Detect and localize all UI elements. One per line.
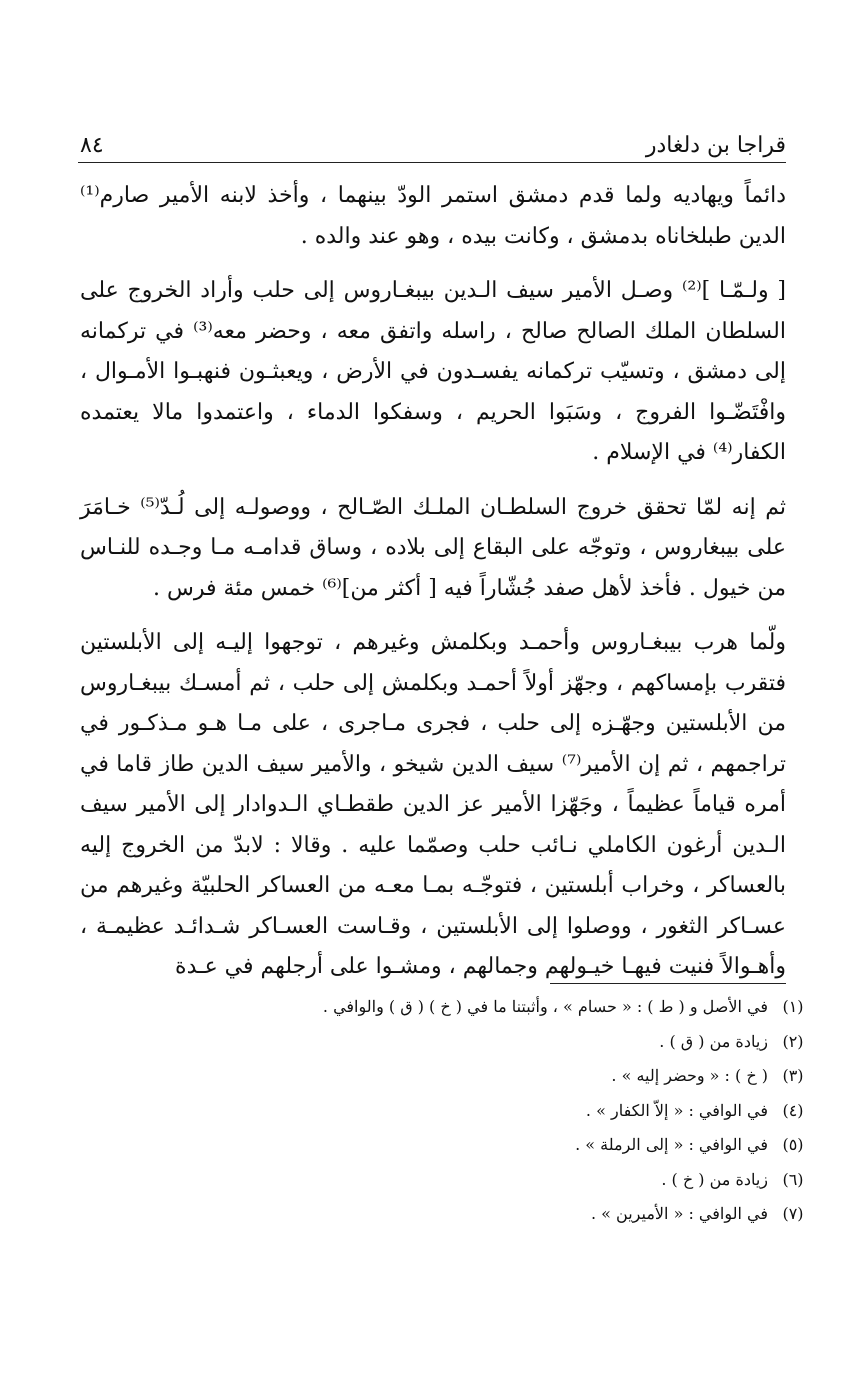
footnote — [80, 1128, 818, 1163]
footnote-text: ( خ ) : « وحضر إليه » . — [611, 1066, 768, 1085]
footnote-text: في الوافي : « إلاّ الكفار » . — [585, 1100, 768, 1120]
footnote-number: (١) — [782, 997, 804, 1016]
paragraph: ولّما هرب بيبغـاروس وأحمـد وبكلمش وغيرهم ، توجهوا إليـه إلى الأبلستين فتقرب بإمساكهم ، وجهّز أولاً أحمـد وبكلمش إلى حلب ، ثم أمسـك بيبغـاروس من الأبلستين وجهّـزه إلى حلب ، فجرى مـاجرى ، على مـا هـو مـذكـور في تراجمهم ، ثم إن الأمير⁽⁷⁾ سيف الدين شيخو ، والأمير سيف الدين طاز قاما في أمره قياماً عظيماً ، وجَهّزا الأمير عز الدين طقطـاي الـدوادار إلى الأمير سيف الـدين أرغون الكاملي نـائب حلب وصمّما عليه . وقالا : لابدّ من الخروج إليه بالعساكر ، وخراب أبلستين ، فتوجّـه بمـا معـه من العساكر الحلبيّة وغيرهم من عسـاكر الثغور ، ووصلوا إلى الأبلستين ، وقـاست العسـاكر شـدائـد عظيمـة ، وأهـوالاً فنيت فيهـا خيـولهم وجمالهم ، ومشـوا على أرجلهم في عـدة — [80, 630, 787, 979]
running-header — [80, 118, 786, 158]
paragraph: دائماً ويهاديه ولما قدم دمشق استمر الودّ بينهما ، وأخذ لابنه الأمير صارم⁽¹⁾ الدين طبلخاناه بدمشق ، وكانت بيده ، وهو عند والده . — [80, 183, 786, 249]
footnote — [80, 1059, 818, 1094]
footnote-number: (٣) — [782, 1066, 804, 1085]
footnote — [80, 990, 818, 1025]
running-title: قراجا بن دلغادر — [645, 133, 786, 158]
footnote-divider — [550, 983, 786, 984]
footnote-text: زيادة من ( خ ) . — [661, 1169, 768, 1189]
footnote-text: في الأصل و ( ط ) : « حسام » ، وأثبتنا ما في ( خ ) ( ق ) والوافي . — [322, 997, 768, 1016]
footnote-text: في الوافي : « إلى الرملة » . — [575, 1135, 768, 1154]
footnote — [80, 1094, 818, 1129]
footnote-number: (٤) — [782, 1100, 804, 1120]
paragraph: ثم إنه لمّا تحقق خروج السلطـان الملـك الصّـالح ، ووصولـه إلى لُـدّ⁽⁵⁾ خـامَرَ على بيبغاروس ، وتوجّه على البقاع إلى بلاده ، وساق قدامـه مـا وجـده للنـاس من خيول . فأخذ لأهل صفد جُشّاراً فيه [ أكثر من]⁽⁶⁾ خمس مئة فرس . — [80, 494, 786, 601]
footnotes — [80, 990, 818, 1232]
footnote — [80, 1025, 818, 1060]
footnote-number: (٦) — [782, 1169, 804, 1189]
footnote-text: في الوافي : « الأميرين » . — [591, 1204, 768, 1223]
footnote-number: (٧) — [782, 1204, 804, 1223]
footnote-number: (٥) — [782, 1135, 804, 1154]
footnote-text: زيادة من ( ق ) . — [659, 1031, 768, 1051]
header-divider — [78, 162, 786, 163]
paragraph: [ ولـمّـا ]⁽²⁾ وصـل الأمير سيف الـدين بيبغـاروس إلى حلب وأراد الخروج على السلطان الملك الصالح صالح ، راسله واتفق معه ، وحضر معه⁽³⁾ في تركمانه إلى دمشق ، وتسيّب تركمانه يفسـدون في الأرض ، ويعبثـون فنهبـوا الأمـوال ، وافْتَضّـوا الفروج ، وسَبَوا الحريم ، وسفكوا الدماء ، واعتمدوا مالا يعتمده الكفار⁽⁴⁾ في الإسلام . — [80, 278, 786, 465]
footnote — [80, 1197, 818, 1232]
footnote-number: (٢) — [782, 1031, 804, 1051]
page-number: ٨٤ — [80, 133, 104, 158]
footnote — [80, 1163, 818, 1198]
main-text — [80, 176, 786, 1002]
